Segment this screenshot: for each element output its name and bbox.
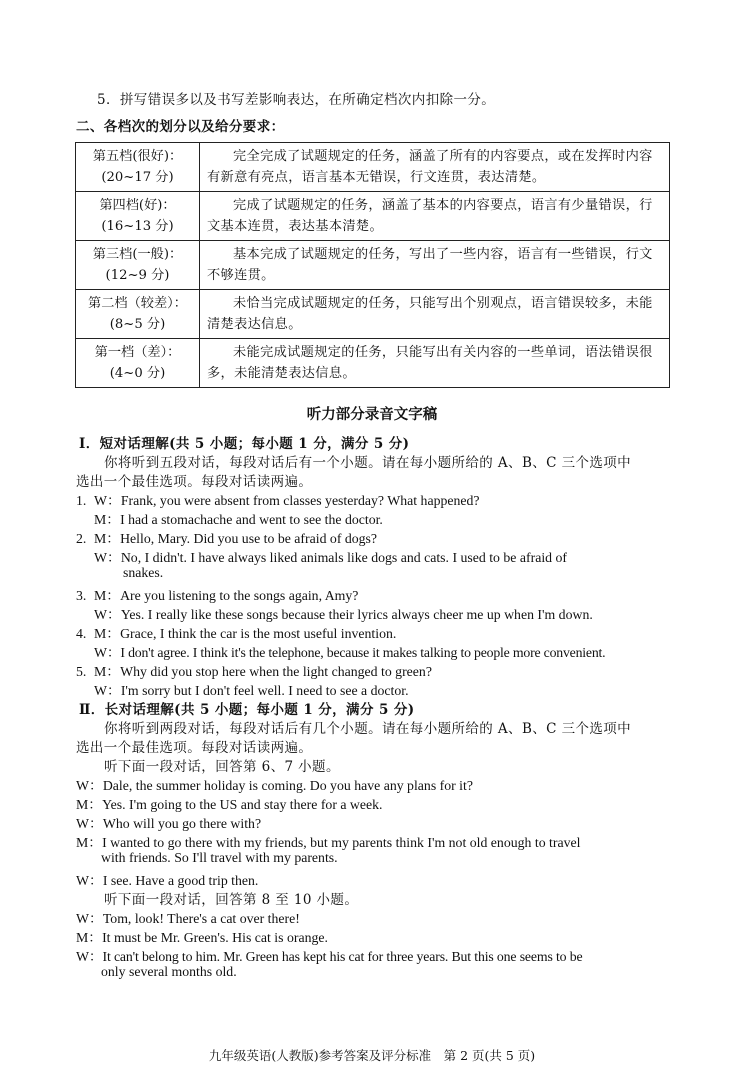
scoring-rule-5: 5．拼写错误多以及书写差影响表达，在所确定档次内扣除一分。	[97, 92, 496, 108]
part2-intro-line1: 你将听到两段对话，每段对话后有几个小题。请在每小题所给的 A、B、C 三个选项中	[104, 721, 632, 737]
dialogue-line	[76, 793, 383, 813]
table-row	[76, 339, 670, 388]
table-row	[76, 290, 670, 339]
dialogue-text: Hello, Mary. Did you use to be afraid of dogs?	[120, 531, 378, 546]
speaker: W：	[76, 816, 103, 831]
dialogue-line	[101, 850, 338, 866]
dialogue-line	[94, 508, 383, 528]
part2-sub-instruction-1: 听下面一段对话，回答第 6、7 小题。	[104, 759, 340, 775]
grade-level-cell	[76, 339, 200, 388]
dialogue-text: I don't agree. I think it's the telephone, because it makes talking to people more convenient.	[120, 645, 606, 660]
speaker: M：	[94, 588, 121, 603]
dialogue-line	[76, 945, 582, 965]
grade-description-text: 未能完成试题规定的任务，只能写出有关内容的一些单词，语法错误很多，未能清楚表达信息。	[207, 345, 653, 381]
speaker: W：	[76, 778, 103, 793]
dialogue-line	[123, 565, 163, 581]
grade-range: (20~17 分)	[101, 170, 174, 185]
grade-level: 第五档(很好)：	[92, 149, 183, 164]
dialogue-text: It can't belong to him. Mr. Green has kept his cat for three years. But this one seems to be	[102, 949, 583, 964]
dialogue-text: snakes.	[123, 565, 164, 580]
grade-description-text: 完全完成了试题规定的任务，涵盖了所有的内容要点，或在发挥时内容有新意有亮点，语言基本无错误，行文连贯，表达清楚。	[207, 149, 653, 185]
dialogue-text: I had a stomachache and went to see the doctor.	[120, 512, 383, 527]
dialogue-line	[94, 546, 567, 566]
grade-level: 第一档（差）：	[94, 345, 181, 360]
dialogue-text: I'm sorry but I don't feel well. I need to see a doctor.	[120, 683, 409, 698]
dialogue-text: It must be Mr. Green's. His cat is orange.	[102, 930, 328, 945]
dialogue-line	[76, 489, 480, 509]
dialogue-text: with friends. So I'll travel with my parents.	[101, 850, 338, 865]
dialogue-text: Dale, the summer holiday is coming. Do you have any plans for it?	[102, 778, 473, 793]
grade-range: (12~9 分)	[105, 268, 170, 283]
speaker: W：	[94, 607, 121, 622]
transcript-title: 听力部分录音文字稿	[306, 406, 438, 423]
dialogue-line	[76, 907, 300, 927]
dialogue-text: No, I didn't. I have always liked animals like dogs and cats. I used to be afraid of	[120, 550, 567, 565]
speaker: M：	[94, 664, 121, 679]
part2-heading: Ⅱ．长对话理解(共 5 小题；每小题 1 分，满分 5 分)	[79, 702, 415, 718]
grade-description	[200, 143, 670, 192]
grade-range: (8~5 分)	[109, 317, 166, 332]
part1-intro-line1: 你将听到五段对话，每段对话后有一个小题。请在每小题所给的 A、B、C 三个选项中	[104, 455, 632, 471]
grade-level-cell	[76, 241, 200, 290]
speaker: M：	[94, 512, 121, 527]
grade-description-text: 未恰当完成试题规定的任务，只能写出个别观点，语言错误较多，未能清楚表达信息。	[207, 296, 653, 332]
speaker: M：	[76, 797, 103, 812]
dialogue-text: I wanted to go there with my friends, but my parents think I'm not old enough to travel	[102, 835, 581, 850]
item-number: 4.	[76, 626, 87, 641]
dialogue-text: Tom, look! There's a cat over there!	[102, 911, 300, 926]
item-number: 1.	[76, 493, 87, 508]
grade-level: 第二档（较差）：	[88, 296, 187, 311]
grade-description-text: 完成了试题规定的任务，涵盖了基本的内容要点，语言有少量错误，行文基本连贯，表达基本清楚。	[207, 198, 653, 234]
grade-level-cell	[76, 143, 200, 192]
speaker: W：	[94, 493, 121, 508]
part1-intro-line2: 选出一个最佳选项。每段对话读两遍。	[76, 474, 313, 490]
grade-description	[200, 339, 670, 388]
speaker: M：	[94, 531, 121, 546]
speaker: W：	[76, 873, 103, 888]
grade-description	[200, 290, 670, 339]
dialogue-text: Are you listening to the songs again, Amy?	[120, 588, 359, 603]
table-row	[76, 192, 670, 241]
dialogue-line	[76, 584, 358, 604]
dialogue-text: Yes. I'm going to the US and stay there for a week.	[102, 797, 383, 812]
section-heading-grades: 二、各档次的划分以及给分要求：	[76, 119, 285, 135]
speaker: W：	[76, 949, 103, 964]
grade-level: 第四档(好)：	[99, 198, 176, 213]
dialogue-line	[101, 964, 237, 980]
grade-range: (4~0 分)	[109, 366, 166, 381]
grade-level-cell	[76, 290, 200, 339]
speaker: M：	[94, 626, 121, 641]
grade-description-text: 基本完成了试题规定的任务，写出了一些内容，语言有一些错误，行文不够连贯。	[207, 247, 653, 283]
grade-level-cell	[76, 192, 200, 241]
item-number: 3.	[76, 588, 87, 603]
part2-sub-instruction-2: 听下面一段对话，回答第 8 至 10 小题。	[104, 892, 359, 908]
dialogue-line	[76, 527, 377, 547]
grade-level: 第三档(一般)：	[92, 247, 183, 262]
grade-description	[200, 192, 670, 241]
speaker: W：	[94, 550, 121, 565]
speaker: W：	[94, 683, 121, 698]
dialogue-line	[76, 926, 328, 946]
item-number: 2.	[76, 531, 87, 546]
dialogue-line	[94, 603, 593, 623]
dialogue-text: only several months old.	[101, 964, 237, 979]
dialogue-line	[76, 812, 261, 832]
table-row	[76, 143, 670, 192]
dialogue-text: Frank, you were absent from classes yesterday? What happened?	[120, 493, 480, 508]
page-footer: 九年级英语(人教版)参考答案及评分标准 第 2 页(共 5 页)	[208, 1048, 536, 1063]
grade-table	[75, 142, 670, 388]
dialogue-line	[76, 660, 432, 680]
dialogue-line	[76, 869, 258, 889]
dialogue-text: Grace, I think the car is the most useful invention.	[120, 626, 397, 641]
dialogue-line	[76, 831, 580, 851]
dialogue-text: Why did you stop here when the light changed to green?	[120, 664, 432, 679]
grade-description	[200, 241, 670, 290]
item-number: 5.	[76, 664, 87, 679]
speaker: M：	[76, 930, 103, 945]
dialogue-line	[94, 679, 409, 699]
grade-range: (16~13 分)	[101, 219, 174, 234]
speaker: W：	[76, 911, 103, 926]
speaker: W：	[94, 645, 121, 660]
table-row	[76, 241, 670, 290]
speaker: M：	[76, 835, 103, 850]
dialogue-line	[94, 641, 605, 661]
dialogue-text: Yes. I really like these songs because their lyrics always cheer me up when I'm down.	[120, 607, 593, 622]
dialogue-text: I see. Have a good trip then.	[102, 873, 259, 888]
dialogue-text: Who will you go there with?	[102, 816, 262, 831]
dialogue-line	[76, 622, 396, 642]
dialogue-line	[76, 774, 473, 794]
part1-heading: Ⅰ．短对话理解(共 5 小题；每小题 1 分，满分 5 分)	[79, 436, 410, 452]
part2-intro-line2: 选出一个最佳选项。每段对话读两遍。	[76, 740, 313, 756]
